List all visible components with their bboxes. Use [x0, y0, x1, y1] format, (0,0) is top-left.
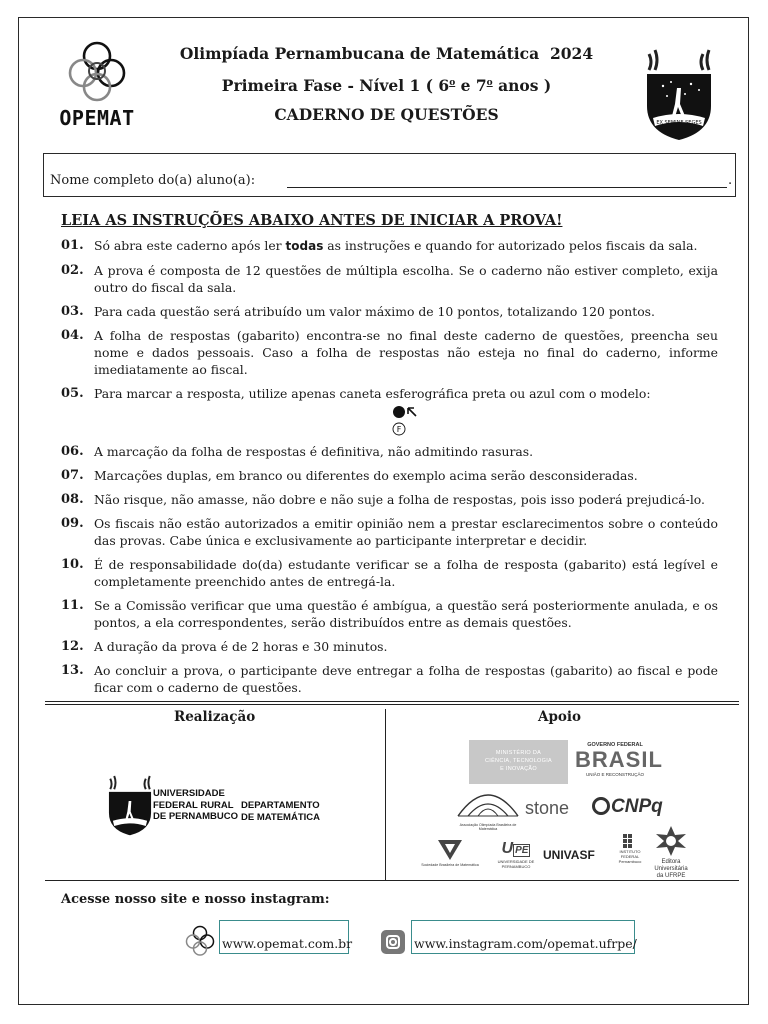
instruction-item: 06. A marcação da folha de respostas é definitiva, não admitindo rasuras.: [61, 444, 534, 459]
obm-logo: Associação Olimpíada Brasileira de Matemática: [454, 788, 522, 824]
ufrpe-name: UNIVERSIDADE FEDERAL RURAL DE PERNAMBUCO: [153, 788, 238, 822]
governo-federal-logo: GOVERNO FEDERAL BRASIL UNIÃO E RECONSTRUÇÃO: [575, 742, 663, 777]
instructions-heading: LEIA AS INSTRUÇÕES ABAIXO ANTES DE INICIAR A PROVA!: [61, 212, 563, 229]
opemat-logo: [49, 40, 145, 140]
realizacao-heading: Realização: [174, 709, 256, 725]
student-name-line[interactable]: [287, 187, 727, 188]
website-link[interactable]: www.opemat.com.br: [219, 920, 349, 954]
ufrpe-small-crest: [105, 772, 155, 838]
olympiad-title: Olimpíada Pernambucana de Matemática 2024: [179, 44, 594, 63]
univasf-logo: UNIVASF: [543, 848, 595, 862]
instruction-item: 01. Só abra este caderno após ler todas as instruções e quando for autorizado pelos fiscais da sala.: [61, 238, 698, 253]
instruction-item: 12. A duração da prova é de 2 horas e 30 minutos.: [61, 639, 388, 654]
model-option-letter: F: [396, 425, 402, 434]
instruction-item: 11. Se a Comissão verificar que uma questão é ambígua, a questão será posteriormente anulada, e os pontos, a ela correspondentes, serão distribuídos entre as demais questões.: [61, 598, 718, 630]
booklet-title: CADERNO DE QUESTÕES: [274, 105, 499, 125]
links-heading: Acesse nosso site e nosso instagram:: [61, 892, 330, 907]
instruction-item: 05. Para marcar a resposta, utilize apenas caneta esferográfica preta ou azul com o modelo: F: [61, 385, 718, 436]
upe-logo: U PE UNIVERSIDADE DE PERNAMBUCO: [497, 840, 535, 869]
apoio-heading: Apoio: [538, 709, 582, 725]
section-divider: [45, 704, 739, 705]
opemat-small-icon: [184, 925, 216, 961]
svg-text:EX SEMINE SEGES: EX SEMINE SEGES: [656, 120, 702, 126]
instruction-item: 03. Para cada questão será atribuído um valor máximo de 10 pontos, totalizando 120 pontos.: [61, 304, 655, 319]
header-title-block: [159, 44, 614, 125]
answer-marking-model: [94, 404, 718, 436]
student-name-label: Nome completo do(a) aluno(a):: [50, 173, 256, 188]
exam-cover-page: [18, 17, 749, 1005]
stone-logo: stone: [525, 798, 570, 818]
section-divider: [45, 701, 739, 702]
editora-ufrpe-logo: Editora Universitária da UFRPE: [647, 826, 695, 878]
instagram-icon: [381, 930, 405, 954]
cnpq-symbol-icon: [592, 797, 610, 815]
sbm-logo: Sociedade Brasileira de Matemática: [419, 836, 481, 874]
instruction-item: 10. É de responsabilidade do(da) estudante verificar se a folha de resposta (gabarito) está legível e completamente preenchido antes de entregá-la.: [61, 557, 718, 589]
instruction-item: 13. Ao concluir a prova, o participante deve entregar a folha de respostas (gabarito) ao fiscal e pode ficar com o caderno de questões.: [61, 663, 718, 695]
instructions-list: [61, 237, 718, 703]
section-divider: [45, 880, 739, 881]
instagram-link[interactable]: www.instagram.com/opemat.ufrpe/: [411, 920, 635, 954]
olympiad-year: 2024: [549, 44, 594, 63]
instruction-item: 04. A folha de respostas (gabarito) encontra-se no final deste caderno de questões, preencha seu nome e dados pessoais. Caso a folha de respostas não esteja no final do caderno, informe imediatamente ao fiscal.: [61, 328, 718, 377]
student-name-field[interactable]: Nome completo do(a) aluno(a): .: [43, 153, 736, 197]
instruction-item: 08. Não risque, não amasse, não dobre e não suje a folha de respostas, pois isso poderá prejudicá-lo.: [61, 492, 705, 507]
opemat-rings-icon: [65, 40, 129, 104]
instruction-item: 07. Marcações duplas, em branco ou diferentes do exemplo acima serão desconsideradas.: [61, 468, 638, 483]
opemat-brand-text: OPEMAT: [59, 106, 135, 130]
instituto-federal-logo: INSTITUTO FEDERAL Pernambuco: [611, 834, 649, 874]
department-name: DEPARTAMENTO DE MATEMÁTICA: [241, 800, 320, 823]
cnpq-logo: CNPq: [592, 796, 663, 818]
ufrpe-crest-logo: [641, 44, 717, 144]
instruction-item: 02. A prova é composta de 12 questões de múltipla escolha. Se o caderno não estiver completo, exija outro do fiscal da sala.: [61, 263, 718, 295]
phase-level-title: Primeira Fase - Nível 1 ( 6$^o$ e 7$^o$ anos ): [221, 76, 552, 96]
instruction-item: 09. Os fiscais não estão autorizados a emitir opinião nem a prestar esclarecimentos sobre o conteúdo das provas. Cabe única e exclusivamente ao participante interpretar e decidir.: [61, 516, 718, 548]
mcti-logo: MINISTÉRIO DA CIÊNCIA, TECNOLOGIA E INOVAÇÃO: [469, 740, 568, 784]
column-divider: [385, 709, 386, 880]
